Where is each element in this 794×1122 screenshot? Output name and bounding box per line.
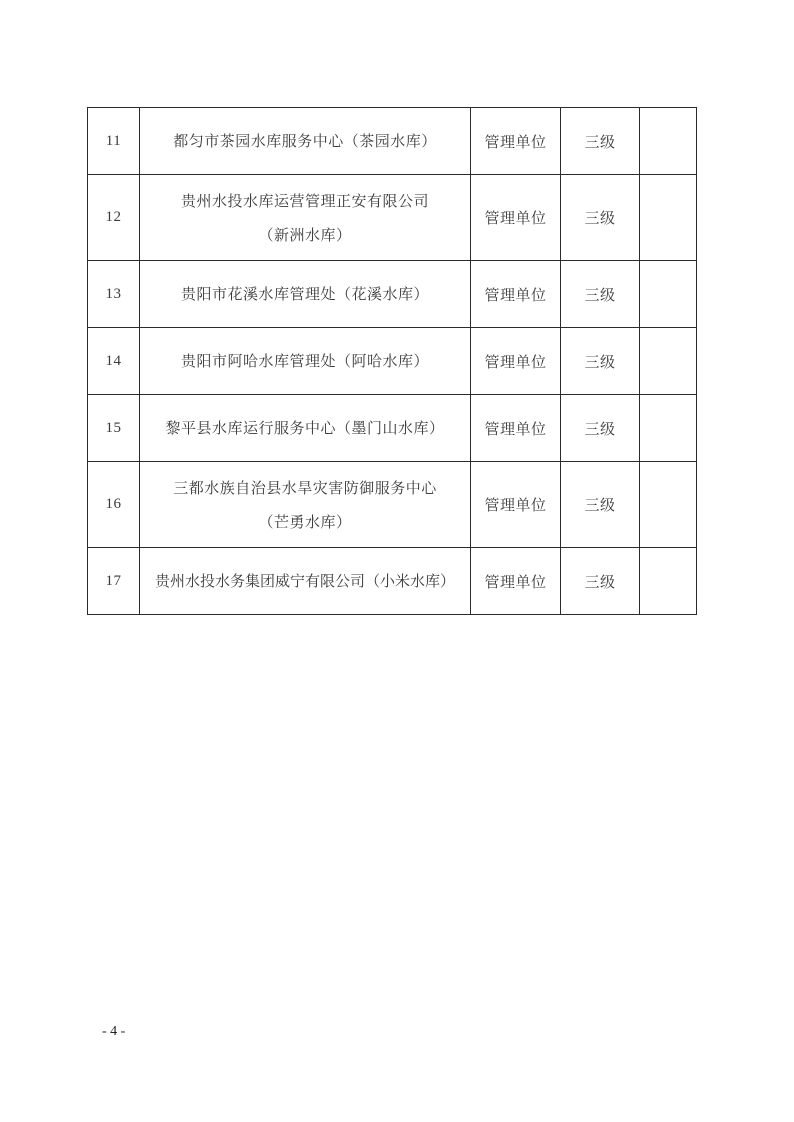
unit-type: 管理单位 <box>471 548 561 615</box>
row-number: 14 <box>88 328 140 395</box>
unit-name-line: （新洲水库） <box>258 225 352 244</box>
blank-cell <box>640 328 697 395</box>
blank-cell <box>640 548 697 615</box>
unit-type: 管理单位 <box>471 108 561 175</box>
page-number: - 4 - <box>102 1024 126 1039</box>
unit-name-line: 贵阳市阿哈水库管理处（阿哈水库） <box>180 352 429 370</box>
unit-name <box>140 548 471 615</box>
unit-level: 三级 <box>561 548 640 615</box>
table-body <box>88 108 697 615</box>
unit-type: 管理单位 <box>471 395 561 462</box>
unit-name <box>140 462 471 548</box>
unit-name <box>140 261 471 328</box>
unit-name <box>140 175 471 261</box>
row-number: 16 <box>88 462 140 548</box>
table-row <box>88 548 697 615</box>
unit-name-line: 贵阳市花溪水库管理处（花溪水库） <box>180 285 429 303</box>
unit-type: 管理单位 <box>471 175 561 261</box>
blank-cell <box>640 108 697 175</box>
row-number: 15 <box>88 395 140 462</box>
blank-cell <box>640 395 697 462</box>
unit-level: 三级 <box>561 175 640 261</box>
unit-level: 三级 <box>561 261 640 328</box>
unit-name-line: 都匀市茶园水库服务中心（茶园水库） <box>173 132 437 150</box>
blank-cell <box>640 462 697 548</box>
unit-name-line: 黎平县水库运行服务中心（墨门山水库） <box>165 419 445 437</box>
table-row <box>88 328 697 395</box>
unit-name-line: 贵州水投水务集团威宁有限公司（小米水库） <box>154 572 455 590</box>
unit-name-line: 贵州水投水库运营管理正安有限公司 <box>180 191 429 210</box>
unit-type: 管理单位 <box>471 328 561 395</box>
reservoir-units-table <box>87 107 697 615</box>
row-number: 11 <box>88 108 140 175</box>
unit-level: 三级 <box>561 328 640 395</box>
unit-name-line: （芒勇水库） <box>258 512 352 531</box>
row-number: 17 <box>88 548 140 615</box>
unit-name-line: 三都水族自治县水旱灾害防御服务中心 <box>173 478 437 497</box>
unit-level: 三级 <box>561 462 640 548</box>
table-row <box>88 261 697 328</box>
table-row <box>88 462 697 548</box>
unit-type: 管理单位 <box>471 261 561 328</box>
unit-name <box>140 395 471 462</box>
unit-name <box>140 108 471 175</box>
unit-level: 三级 <box>561 395 640 462</box>
unit-level: 三级 <box>561 108 640 175</box>
row-number: 12 <box>88 175 140 261</box>
blank-cell <box>640 175 697 261</box>
table-row <box>88 175 697 261</box>
table-row <box>88 108 697 175</box>
blank-cell <box>640 261 697 328</box>
row-number: 13 <box>88 261 140 328</box>
unit-name <box>140 328 471 395</box>
table-row <box>88 395 697 462</box>
unit-type: 管理单位 <box>471 462 561 548</box>
